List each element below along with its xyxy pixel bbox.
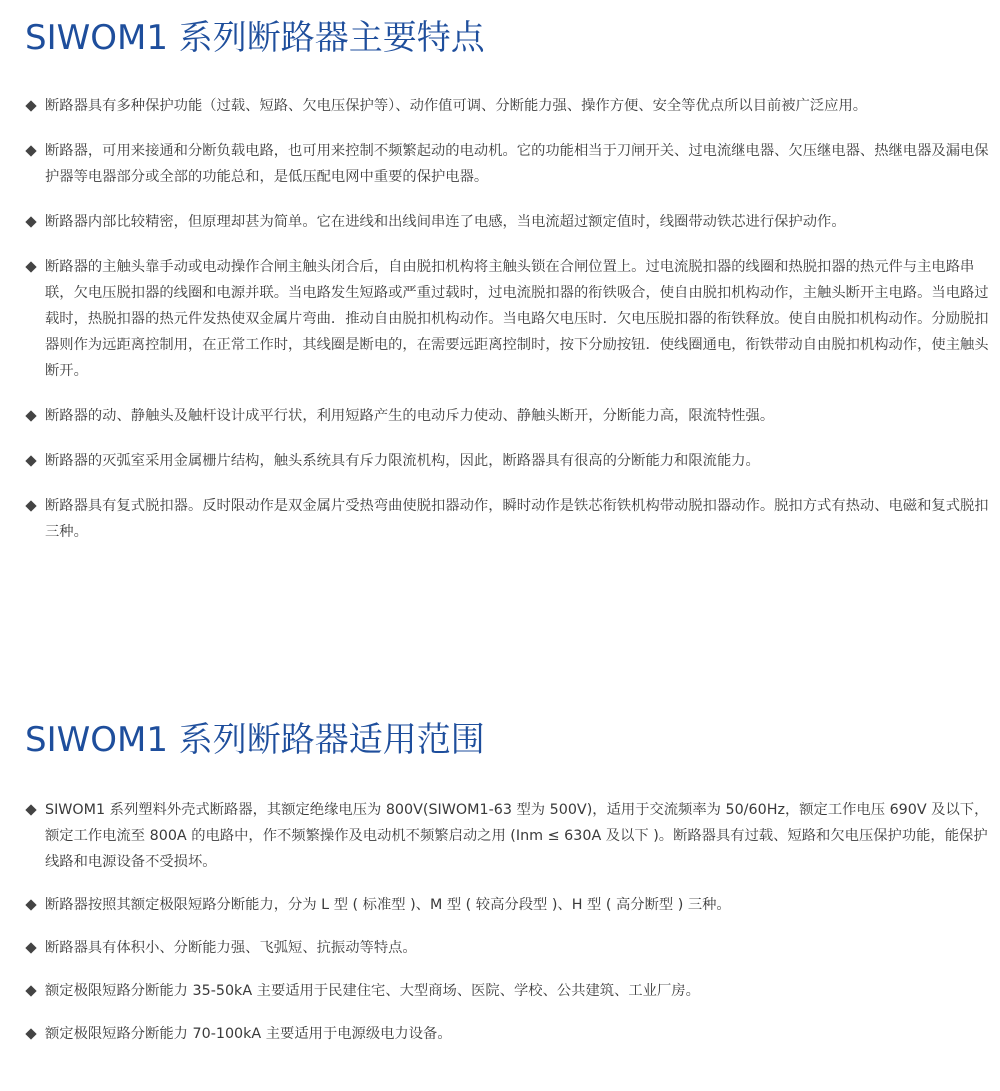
diamond-bullet-icon	[25, 145, 36, 156]
diamond-bullet-icon	[25, 410, 36, 421]
list-item	[25, 448, 990, 474]
list-item-text: 断路器具有复式脱扣器。反时限动作是双金属片受热弯曲使脱扣器动作，瞬时动作是铁芯衔铁机构带动脱扣器动作。脱扣方式有热动、电磁和复式脱扣三种。	[45, 498, 989, 540]
list-item-text: 额定极限短路分断能力 35-50kA 主要适用于民建住宅、大型商场、医院、学校、公共建筑、工业厂房。	[45, 983, 700, 999]
features-title: SIWOM1 系列断路器主要特点	[25, 18, 485, 58]
list-item-text: 断路器具有体积小、分断能力强、飞弧短、抗振动等特点。	[45, 940, 417, 956]
list-item	[25, 93, 990, 119]
diamond-bullet-icon	[25, 455, 36, 466]
diamond-bullet-icon	[25, 899, 36, 910]
application-scope-title: SIWOM1 系列断路器适用范围	[25, 720, 485, 760]
list-item	[25, 403, 990, 429]
application-scope-list	[25, 797, 990, 1047]
list-item-text: 断路器内部比较精密，但原理却甚为简单。它在进线和出线间串连了电感，当电流超过额定值时，线圈带动铁芯进行保护动作。	[45, 214, 846, 230]
features-list	[25, 93, 990, 545]
features-section	[25, 14, 990, 564]
diamond-bullet-icon	[25, 500, 36, 511]
diamond-bullet-icon	[25, 942, 36, 953]
list-item-text: 断路器的动、静触头及触杆设计成平行状，利用短路产生的电动斥力使动、静触头断开，分断能力高，限流特性强。	[45, 408, 775, 424]
diamond-bullet-icon	[25, 1028, 36, 1039]
diamond-bullet-icon	[25, 985, 36, 996]
list-item-text: 断路器，可用来接通和分断负载电路，也可用来控制不频繁起动的电动机。它的功能相当于刀闸开关、过电流继电器、欠压继电器、热继电器及漏电保护器等电器部分或全部的功能总和，是低压配电网中重要的保护电器。	[45, 143, 989, 185]
list-item	[25, 493, 990, 545]
list-item	[25, 209, 990, 235]
list-item-text: 断路器按照其额定极限短路分断能力，分为 L 型 ( 标准型 )、M 型 ( 较高分段型 )、H 型 ( 高分断型 ) 三种。	[45, 897, 731, 913]
list-item	[25, 892, 990, 918]
list-item	[25, 1021, 990, 1047]
diamond-bullet-icon	[25, 216, 36, 227]
list-item-text: SIWOM1 系列塑料外壳式断路器，其额定绝缘电压为 800V(SIWOM1-63 型为 500V)，适用于交流频率为 50/60Hz，额定工作电压 690V 及以下，额定工作电流至 800A 的电路中，作不频繁操作及电动机不频繁启动之用 (Inm ≤ 630A 及以下 )。断路器具有过载、短路和欠电压保护功能，能保护线路和电源设备不受损坏。	[45, 802, 989, 870]
list-item	[25, 935, 990, 961]
list-item	[25, 254, 990, 384]
list-item-text: 额定极限短路分断能力 70-100kA 主要适用于电源级电力设备。	[45, 1026, 452, 1042]
application-scope-section	[25, 716, 990, 1064]
diamond-bullet-icon	[25, 804, 36, 815]
list-item	[25, 138, 990, 190]
list-item-text: 断路器的灭弧室采用金属栅片结构，触头系统具有斥力限流机构，因此，断路器具有很高的分断能力和限流能力。	[45, 453, 760, 469]
list-item-text: 断路器具有多种保护功能（过载、短路、欠电压保护等）、动作值可调、分断能力强、操作方便、安全等优点所以目前被广泛应用。	[45, 98, 868, 114]
diamond-bullet-icon	[25, 100, 36, 111]
list-item-text: 断路器的主触头靠手动或电动操作合闸主触头闭合后，自由脱扣机构将主触头锁在合闸位置上。过电流脱扣器的线圈和热脱扣器的热元件与主电路串联，欠电压脱扣器的线圈和电源并联。当电路发生短路或严重过载时，过电流脱扣器的衔铁吸合，使自由脱扣机构动作，主触头断开主电路。当电路过载时，热脱扣器的热元件发热使双金属片弯曲．推动自由脱扣机构动作。当电路欠电压时．欠电压脱扣器的衔铁释放。使自由脱扣机构动作。分励脱扣器则作为远距离控制用，在正常工作时，其线圈是断电的，在需要远距离控制时，按下分励按钮．使线圈通电，衔铁带动自由脱扣机构动作，使主触头断开。	[45, 259, 989, 379]
list-item	[25, 797, 990, 875]
list-item	[25, 978, 990, 1004]
diamond-bullet-icon	[25, 261, 36, 272]
